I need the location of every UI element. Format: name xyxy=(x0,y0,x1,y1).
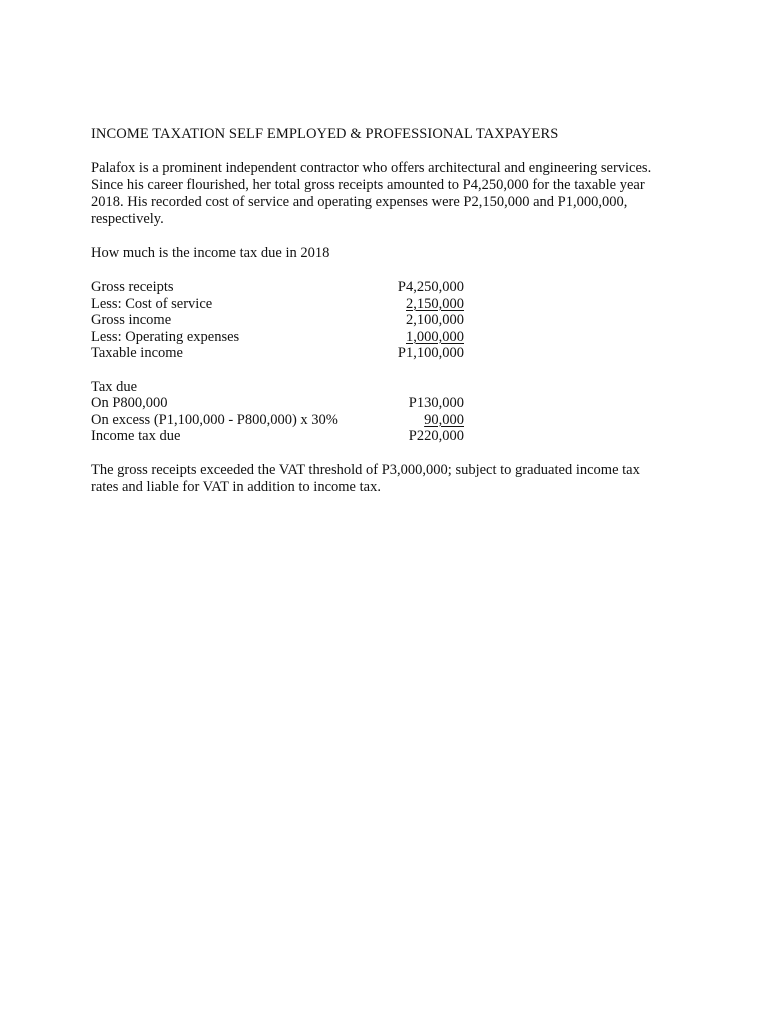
note-line: The gross receipts exceeded the VAT threshold of P3,000,000; subject to graduated income tax xyxy=(91,461,640,478)
table-row xyxy=(91,345,464,362)
intro-line: Since his career flourished, her total gross receipts amounted to P4,250,000 for the taxable year xyxy=(91,177,645,193)
document-content xyxy=(91,126,681,513)
table-row xyxy=(91,428,464,445)
note-line: rates and liable for VAT in addition to income tax. xyxy=(91,478,381,495)
tax-due-table xyxy=(91,379,464,445)
intro-line: Palafox is a prominent independent contractor who offers architectural and engineering services. xyxy=(91,160,652,176)
tax-due-heading-row xyxy=(91,379,464,396)
row-amount: P1,100,000 xyxy=(397,345,464,361)
row-amount: 2,100,000 xyxy=(406,312,464,328)
vat-note-paragraph xyxy=(91,462,681,496)
row-label: Gross income xyxy=(91,312,172,328)
row-amount: P4,250,000 xyxy=(397,279,464,295)
intro-line: 2018. His recorded cost of service and operating expenses were P2,150,000 and P1,000,000, xyxy=(91,194,628,210)
question-text: How much is the income tax due in 2018 xyxy=(91,245,330,261)
row-label: Less: Operating expenses xyxy=(91,328,240,345)
row-amount: 1,000,000 xyxy=(406,328,464,345)
row-label: Income tax due xyxy=(91,428,181,444)
row-label: Less: Cost of service xyxy=(91,295,213,312)
tax-due-heading: Tax due xyxy=(91,378,138,395)
table-row xyxy=(91,312,464,329)
row-label: On excess (P1,100,000 - P800,000) x 30% xyxy=(91,411,338,428)
row-amount: 90,000 xyxy=(424,411,464,428)
row-label: On P800,000 xyxy=(91,395,168,411)
row-label: Taxable income xyxy=(91,345,183,361)
row-label: Gross receipts xyxy=(91,279,174,295)
table-row xyxy=(91,279,464,296)
row-amount: P220,000 xyxy=(408,428,464,444)
table-row xyxy=(91,329,464,346)
table-row xyxy=(91,412,464,429)
document-title: INCOME TAXATION SELF EMPLOYED & PROFESSIONAL TAXPAYERS xyxy=(91,126,559,142)
intro-paragraph xyxy=(91,160,681,228)
table-row xyxy=(91,395,464,412)
income-computation-table xyxy=(91,279,464,362)
intro-line: respectively. xyxy=(91,211,164,227)
table-row xyxy=(91,296,464,313)
row-amount: 2,150,000 xyxy=(406,295,464,312)
row-amount: P130,000 xyxy=(408,395,464,411)
